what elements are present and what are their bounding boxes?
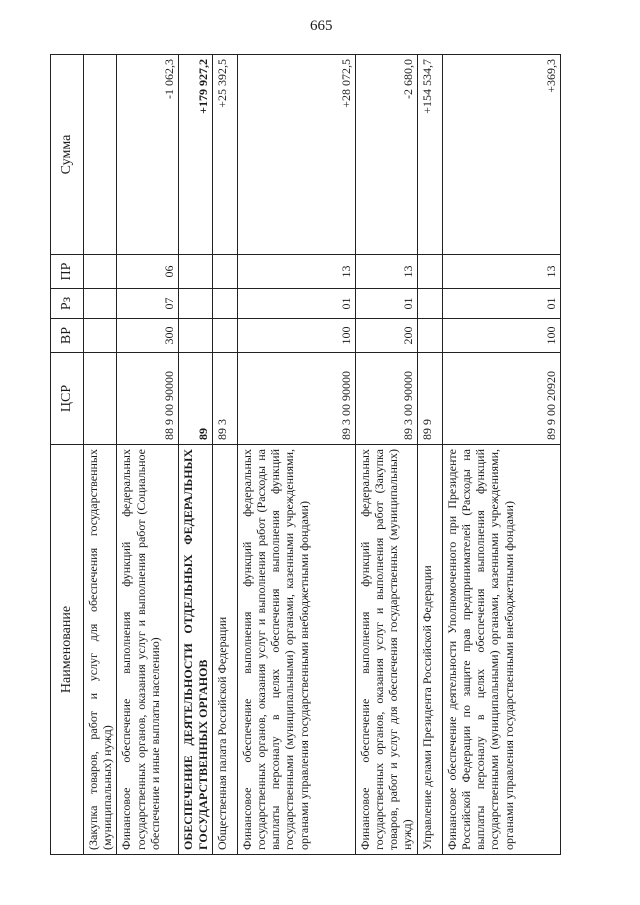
row-sum: +179 927,2	[179, 55, 212, 255]
table-row	[212, 55, 237, 855]
header-sum: Сумма	[51, 55, 84, 255]
row-name: Финансовое обеспечение выполнения функций федеральных государственных органов, оказания услуг и выполнения работ (Социальное обеспечение и иные выплаты населению)	[117, 445, 179, 855]
header-csr: ЦСР	[51, 353, 84, 445]
row-vr: 300	[117, 319, 179, 353]
row-rz	[417, 289, 442, 319]
row-csr: 89	[179, 353, 212, 445]
table-row	[442, 55, 560, 855]
row-name: ОБЕСПЕЧЕНИЕ ДЕЯТЕЛЬНОСТИ ОТДЕЛЬНЫХ ФЕДЕРАЛЬНЫХ ГОСУДАРСТВЕННЫХ ОРГАНОВ	[179, 445, 212, 855]
header-vr: ВР	[51, 319, 84, 353]
row-rz	[179, 289, 212, 319]
row-rz	[212, 289, 237, 319]
row-pr	[417, 255, 442, 289]
row-vr: 100	[237, 319, 355, 353]
page-number: 665	[310, 18, 333, 34]
row-pr	[84, 255, 117, 289]
row-rz	[84, 289, 117, 319]
row-csr: 89 9 00 20920	[442, 353, 560, 445]
row-pr: 13	[355, 255, 417, 289]
row-sum: -1 062,3	[117, 55, 179, 255]
row-rz: 01	[355, 289, 417, 319]
table-row	[84, 55, 117, 855]
row-sum	[84, 55, 117, 255]
table-row	[237, 55, 355, 855]
table-row	[179, 55, 212, 855]
row-pr	[179, 255, 212, 289]
row-vr	[179, 319, 212, 353]
row-vr	[417, 319, 442, 353]
row-csr: 88 9 00 90000	[117, 353, 179, 445]
table-row	[355, 55, 417, 855]
row-csr: 89 3	[212, 353, 237, 445]
header-pr: ПР	[51, 255, 84, 289]
row-vr: 100	[442, 319, 560, 353]
row-vr	[212, 319, 237, 353]
row-name: Общественная палата Российской Федерации	[212, 445, 237, 855]
row-name: Управление делами Президента Российской Федерации	[417, 445, 442, 855]
table-row	[417, 55, 442, 855]
row-sum: +28 072,5	[237, 55, 355, 255]
row-csr: 89 3 00 90000	[237, 353, 355, 445]
row-rz: 07	[117, 289, 179, 319]
row-vr: 200	[355, 319, 417, 353]
row-rz: 01	[237, 289, 355, 319]
row-csr: 89 3 00 90000	[355, 353, 417, 445]
row-sum: +154 534,7	[417, 55, 442, 255]
row-pr: 13	[237, 255, 355, 289]
budget-table-rotated	[50, 55, 602, 855]
table-header-row	[51, 55, 84, 855]
row-name: (Закупка товаров, работ и услуг для обеспечения государственных (муниципальных) нужд)	[84, 445, 117, 855]
row-name: Финансовое обеспечение выполнения функций федеральных государственных органов, оказания услуг и выполнения работ (Расходы на выплаты персоналу в целях обеспечения выполнения функций государственными (муниципальными) органами, казенными учреждениями, органами управления государственными внебюджетными фондами)	[237, 445, 355, 855]
row-csr: 89 9	[417, 353, 442, 445]
table-row	[117, 55, 179, 855]
row-pr: 06	[117, 255, 179, 289]
header-name: Наименование	[51, 445, 84, 855]
row-sum: +25 392,5	[212, 55, 237, 255]
row-rz: 01	[442, 289, 560, 319]
row-sum: -2 680,0	[355, 55, 417, 255]
header-rz: Рз	[51, 289, 84, 319]
row-pr: 13	[442, 255, 560, 289]
row-sum: +369,3	[442, 55, 560, 255]
budget-table	[50, 54, 561, 855]
row-vr	[84, 319, 117, 353]
row-name: Финансовое обеспечение выполнения функций федеральных государственных органов, оказания услуг и выполнения работ (Закупка товаров, работ и услуг для обеспечения государственных (муниципальных) нужд)	[355, 445, 417, 855]
row-pr	[212, 255, 237, 289]
row-csr	[84, 353, 117, 445]
row-name: Финансовое обеспечение деятельности Уполномоченного при Президенте Российской Федерации по защите прав предпринимателей (Расходы на выплаты персоналу в целях обеспечения выполнения функций государственными (муниципальными) органами, казенными учреждениями, органами управления государственными внебюджетными фондами)	[442, 445, 560, 855]
